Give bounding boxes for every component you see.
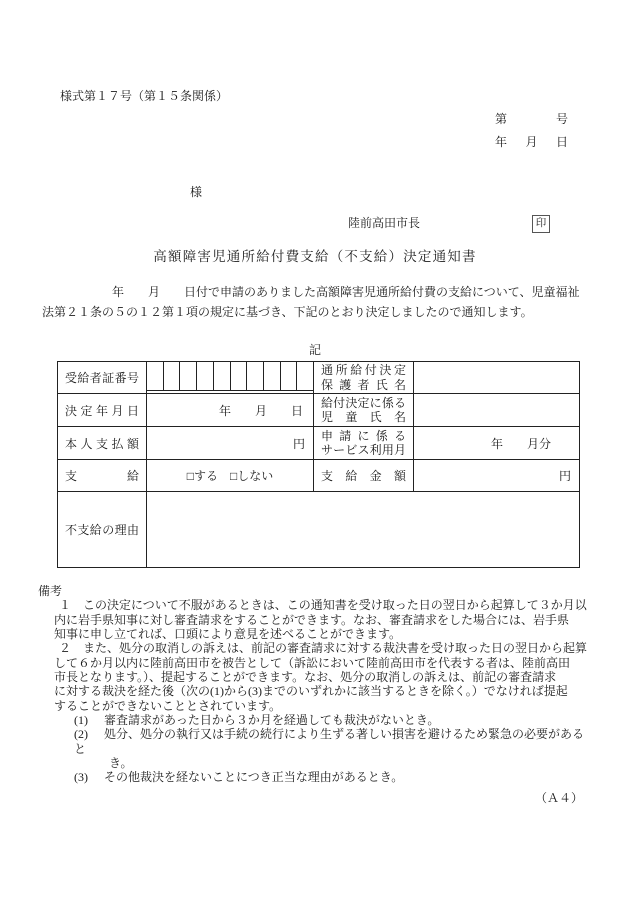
subitem-2-line-2: き。 [109, 756, 133, 771]
note-item-2 [38, 641, 594, 713]
service-month-value: 年 月分 [414, 427, 580, 460]
body-line-1: 年 月 日付で申請のありました高額障害児通所給付費の支給について、児童福祉 [112, 285, 580, 299]
date-year-label: 年 [495, 135, 508, 149]
seal-mark: 印 [532, 215, 550, 233]
subitem-3-number: (3) [74, 770, 88, 785]
note-1-line-3: 知事に申し立てれば、口頭により意見を述べることができます。 [54, 627, 402, 642]
addressee-honorific: 様 [190, 185, 203, 199]
decision-table-grid [57, 361, 580, 568]
subitem-3-line-1: その他裁決を経ないことにつき正当な理由があるとき。 [104, 770, 404, 785]
denial-reason-label: 不支給の理由 [58, 492, 147, 568]
note-2-line-3: 市長となります。）、提起することができます。なお、処分の取消しの訴えは、前記の審査請求 [54, 670, 557, 685]
child-name-value [414, 394, 580, 427]
note-2-number: ２ [59, 641, 72, 656]
note-2-line-4: に対する裁決を経た後（次の(1)から(3)までのいずれかに該当するときを除く。）でなければ提起 [54, 684, 568, 699]
notes-heading: 備考 [38, 584, 63, 598]
issuer-name: 陸前高田市長 [348, 216, 421, 230]
payment-label: 支給 [58, 460, 147, 492]
denial-reason-value [147, 492, 580, 568]
subitem-1-number: (1) [74, 713, 88, 728]
recipient-number-label: 受給者証番号 [58, 362, 147, 394]
child-name-label: 給付決定に係る 児童氏名 [314, 394, 414, 427]
date-month-label: 月 [525, 135, 538, 149]
recipient-number-boxes [147, 362, 313, 391]
record-heading: 記 [308, 343, 321, 357]
decision-table [57, 361, 580, 568]
doc-number-prefix: 第 [495, 112, 508, 126]
body-paragraph [42, 282, 594, 322]
note-subitem-1 [38, 713, 594, 727]
decision-date-label: 決定年月日 [58, 394, 147, 427]
subitem-2-number: (2) [74, 727, 88, 742]
document-number-line [495, 110, 568, 127]
note-2-line-5: することができないこととされています。 [54, 698, 282, 713]
note-1-number: １ [59, 598, 72, 613]
self-payment-label: 本人支払額 [58, 427, 147, 460]
form-number: 様式第１７号（第１５条関係） [60, 89, 229, 103]
note-subitem-2 [38, 727, 594, 770]
document-title: 高額障害児通所給付費支給（不支給）決定通知書 [153, 249, 477, 264]
payment-amount-label: 支給金額 [314, 460, 414, 492]
note-1-line-2: 内に岩手県知事に対し審査請求をすることができます。なお、審査請求をした場合には、岩手県 [54, 612, 570, 627]
note-2-line-2: して６か月以内に陸前高田市を被告として（訴訟において陸前高田市を代表する者は、陸前高田 [54, 655, 571, 670]
date-line [495, 133, 568, 150]
subitem-1-line-1: 審査請求があった日から３か月を経過しても裁決がないとき。 [104, 713, 440, 728]
notes-section [38, 584, 594, 785]
note-item-1 [38, 598, 594, 641]
note-1-line-1: この決定について不服があるときは、この通知書を受け取った日の翌日から起算して３か月以 [83, 598, 587, 613]
self-payment-value: 円 [147, 427, 314, 460]
body-line-2: 法第２１条の５の１２第１項の規定に基づき、下記のとおり決定しましたので通知します。 [42, 305, 533, 319]
guardian-name-label: 通所給付決定 保護者氏名 [314, 362, 414, 394]
service-month-label: 申請に係る サービス利用月 [314, 427, 414, 460]
payment-amount-value: 円 [414, 460, 580, 492]
date-day-label: 日 [555, 135, 568, 149]
decision-date-value: 年 月 日 [147, 394, 314, 427]
guardian-name-value [414, 362, 580, 394]
paper-size-label: （Ａ４） [534, 791, 583, 805]
note-subitem-3 [38, 770, 594, 784]
doc-number-suffix: 号 [555, 112, 568, 126]
payment-options: □する □しない [147, 460, 314, 492]
subitem-2-line-1: 処分、処分の執行又は手続の続行により生ずる著しい損害を避けるため緊急の必要があると [74, 727, 585, 756]
note-2-line-1: また、処分の取消しの訴えは、前記の審査請求に対する裁決書を受け取った日の翌日から起算 [83, 641, 588, 656]
recipient-number-cell [147, 362, 314, 394]
